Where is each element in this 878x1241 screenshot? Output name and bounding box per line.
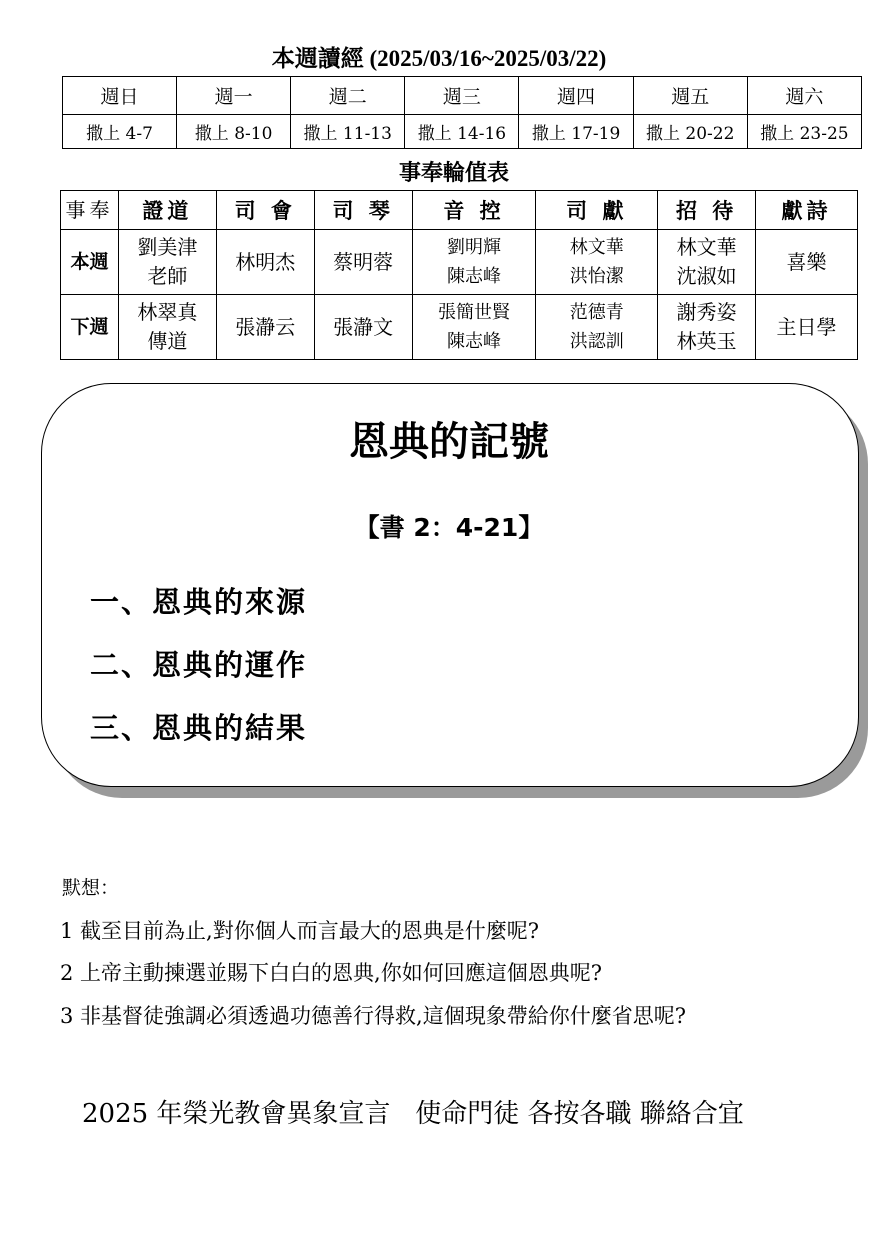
duty-table	[60, 190, 858, 360]
duty-header-row	[61, 191, 858, 230]
duty-header: 司 會	[216, 191, 314, 230]
day-cell: 週六	[747, 77, 861, 115]
preacher-cell: 林翠真 傳道	[118, 295, 216, 360]
duty-row-next-week	[61, 295, 858, 360]
row-label: 本週	[61, 230, 119, 295]
duty-header: 證道	[118, 191, 216, 230]
reading-table	[62, 76, 862, 149]
reading-verses-row	[63, 115, 862, 149]
reading-title: 本週讀經 (2025/03/16~2025/03/22)	[271, 46, 607, 71]
verse-cell: 撒上 20-22	[633, 115, 747, 149]
verse-cell: 撒上 4-7	[63, 115, 177, 149]
vision-statement: 2025 年榮光教會異象宣言 使命門徒 各按各職 聯絡合宜	[82, 1099, 744, 1129]
usher-cell: 林文華 沈淑如	[658, 230, 756, 295]
verse-cell: 撒上 17-19	[519, 115, 633, 149]
verse-cell: 撒上 11-13	[291, 115, 405, 149]
pianist-cell: 張瀞文	[314, 295, 412, 360]
sound-cell: 劉明輝 陳志峰	[412, 230, 536, 295]
duty-header: 司 獻	[536, 191, 658, 230]
day-cell: 週三	[405, 77, 519, 115]
verse-cell: 撒上 23-25	[747, 115, 861, 149]
meditation-question: 2 上帝主動揀選並賜下白白的恩典,你如何回應這個恩典呢?	[60, 961, 602, 985]
preacher-cell: 劉美津 老師	[118, 230, 216, 295]
duty-header: 事奉	[61, 191, 119, 230]
choir-cell: 主日學	[756, 295, 858, 360]
reading-days-row	[63, 77, 862, 115]
usher-cell: 謝秀姿 林英玉	[658, 295, 756, 360]
sermon-point: 三、恩典的結果	[90, 711, 308, 745]
duty-title: 事奉輪值表	[398, 160, 509, 186]
pianist-cell: 蔡明蓉	[314, 230, 412, 295]
offering-cell: 林文華 洪怡潔	[536, 230, 658, 295]
host-cell: 張瀞云	[216, 295, 314, 360]
duty-row-this-week	[61, 230, 858, 295]
day-cell: 週日	[63, 77, 177, 115]
day-cell: 週二	[291, 77, 405, 115]
row-label: 下週	[61, 295, 119, 360]
day-cell: 週一	[177, 77, 291, 115]
meditation-label: 默想：	[62, 877, 120, 899]
duty-header: 獻詩	[756, 191, 858, 230]
day-cell: 週四	[519, 77, 633, 115]
offering-cell: 范德青 洪認訓	[536, 295, 658, 360]
duty-header: 招 待	[658, 191, 756, 230]
verse-cell: 撒上 14-16	[405, 115, 519, 149]
sermon-point: 一、恩典的來源	[90, 585, 308, 619]
day-cell: 週五	[633, 77, 747, 115]
meditation-question: 1 截至目前為止,對你個人而言最大的恩典是什麼呢?	[60, 919, 539, 943]
choir-cell: 喜樂	[756, 230, 858, 295]
duty-header: 司 琴	[314, 191, 412, 230]
meditation-question: 3 非基督徒強調必須透過功德善行得救,這個現象帶給你什麼省思呢?	[60, 1004, 686, 1028]
sermon-title: 恩典的記號	[349, 418, 549, 465]
host-cell: 林明杰	[216, 230, 314, 295]
verse-cell: 撒上 8-10	[177, 115, 291, 149]
scripture-reference: 【書 2：4-21】	[354, 513, 544, 542]
duty-header: 音 控	[412, 191, 536, 230]
sound-cell: 張簡世賢 陳志峰	[412, 295, 536, 360]
sermon-point: 二、恩典的運作	[90, 648, 308, 682]
